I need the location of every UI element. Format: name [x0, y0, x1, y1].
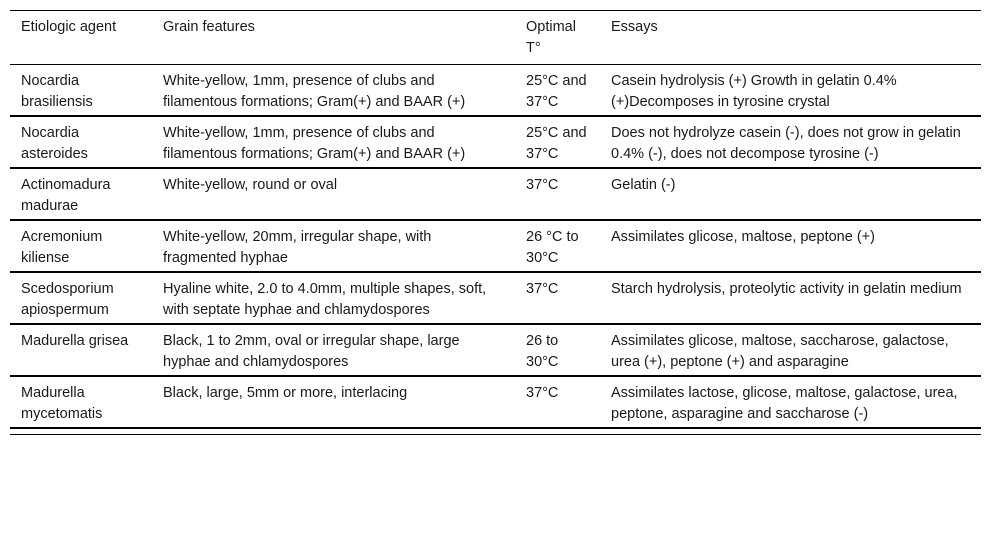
- table-row: [10, 324, 981, 376]
- table-row: [10, 116, 981, 168]
- etiologic-agents-table: [10, 10, 981, 429]
- cell-grain-features: White-yellow, 20mm, irregular shape, with fragmented hyphae: [163, 229, 432, 266]
- cell-grain-features: White-yellow, round or oval: [163, 177, 338, 193]
- table-bottom-rule: [10, 434, 981, 435]
- table-row: [10, 65, 981, 117]
- table-row: [10, 168, 981, 220]
- cell-essays: Assimilates lactose, glicose, maltose, galactose, urea, peptone, asparagine and saccharose (-): [611, 385, 958, 422]
- cell-etiologic-agent: Nocardia asteroides: [21, 125, 88, 162]
- cell-essays: Starch hydrolysis, proteolytic activity in gelatin medium: [611, 281, 962, 297]
- cell-essays: Gelatin (-): [611, 177, 676, 193]
- cell-etiologic-agent: Acremonium kiliense: [21, 229, 103, 266]
- cell-optimal-temperature: 37°C: [526, 385, 559, 401]
- header-etiologic-agent: Etiologic agent: [21, 19, 117, 35]
- cell-optimal-temperature: 25°C and 37°C: [526, 125, 587, 162]
- cell-optimal-temperature: 26 °C to 30°C: [526, 229, 579, 266]
- table-container: [10, 10, 981, 435]
- cell-grain-features: Black, large, 5mm or more, interlacing: [163, 385, 408, 401]
- cell-essays: Casein hydrolysis (+) Growth in gelatin 0.4% (+)Decomposes in tyrosine crystal: [611, 73, 897, 110]
- header-essays: Essays: [611, 19, 658, 35]
- header-optimal-temperature: Optimal T°: [526, 19, 576, 56]
- cell-optimal-temperature: 26 to 30°C: [526, 333, 559, 370]
- cell-grain-features: Black, 1 to 2mm, oval or irregular shape, large hyphae and chlamydospores: [163, 333, 460, 370]
- table-row: [10, 376, 981, 428]
- cell-grain-features: Hyaline white, 2.0 to 4.0mm, multiple shapes, soft, with septate hyphae and chlamydospores: [163, 281, 487, 318]
- cell-etiologic-agent: Nocardia brasiliensis: [21, 73, 93, 110]
- cell-etiologic-agent: Actinomadura madurae: [21, 177, 111, 214]
- cell-optimal-temperature: 37°C: [526, 177, 559, 193]
- cell-essays: Does not hydrolyze casein (-), does not grow in gelatin 0.4% (-), does not decompose tyrosine (-): [611, 125, 961, 162]
- table-header: [10, 11, 981, 65]
- header-row: [10, 11, 981, 65]
- table-row: [10, 272, 981, 324]
- cell-etiologic-agent: Scedosporium apiospermum: [21, 281, 114, 318]
- cell-essays: Assimilates glicose, maltose, peptone (+): [611, 229, 875, 245]
- table-row: [10, 220, 981, 272]
- cell-essays: Assimilates glicose, maltose, saccharose, galactose, urea (+), peptone (+) and asparagine: [611, 333, 949, 370]
- cell-optimal-temperature: 25°C and 37°C: [526, 73, 587, 110]
- cell-optimal-temperature: 37°C: [526, 281, 559, 297]
- cell-grain-features: White-yellow, 1mm, presence of clubs and filamentous formations; Gram(+) and BAAR (+): [163, 125, 466, 162]
- cell-grain-features: White-yellow, 1mm, presence of clubs and filamentous formations; Gram(+) and BAAR (+): [163, 73, 466, 110]
- cell-etiologic-agent: Madurella grisea: [21, 333, 129, 349]
- cell-etiologic-agent: Madurella mycetomatis: [21, 385, 103, 422]
- header-grain-features: Grain features: [163, 19, 255, 35]
- table-body: [10, 65, 981, 429]
